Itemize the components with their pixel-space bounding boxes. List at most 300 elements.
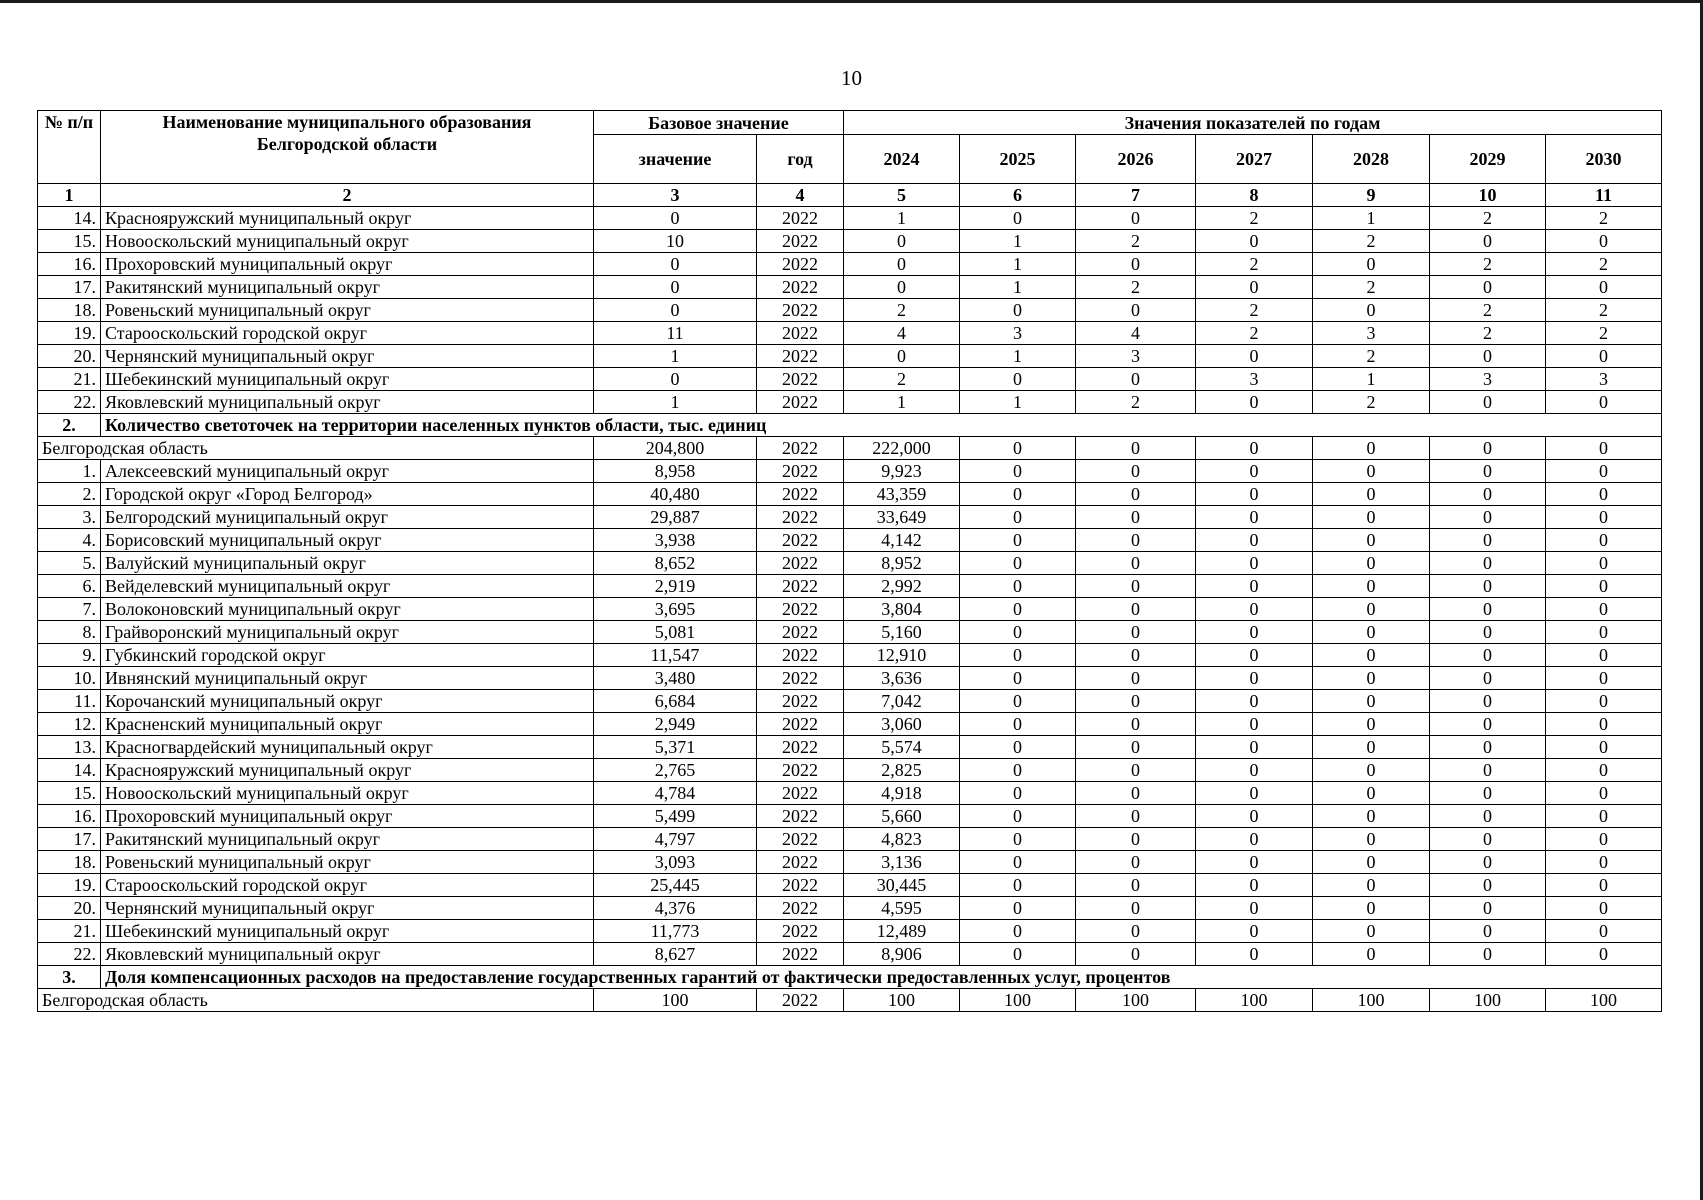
value-cell: 0 <box>1546 782 1662 805</box>
value-cell: 100 <box>1430 989 1546 1012</box>
municipality-name: Прохоровский муниципальный округ <box>101 253 594 276</box>
value-cell: 0 <box>1313 920 1430 943</box>
value-cell: 0 <box>960 874 1076 897</box>
value-cell: 0 <box>1313 782 1430 805</box>
value-cell: 3 <box>1196 368 1313 391</box>
value-cell: 4,142 <box>844 529 960 552</box>
value-cell: 0 <box>1430 506 1546 529</box>
value-cell: 0 <box>1546 851 1662 874</box>
value-cell: 0 <box>1196 805 1313 828</box>
value-cell: 0 <box>960 483 1076 506</box>
value-cell: 0 <box>1196 529 1313 552</box>
value-cell: 0 <box>1196 874 1313 897</box>
value-cell: 0 <box>1546 943 1662 966</box>
table-row <box>38 391 1662 414</box>
value-cell: 0 <box>1313 667 1430 690</box>
value-cell: 0 <box>960 644 1076 667</box>
value-cell: 4,918 <box>844 782 960 805</box>
value-cell: 2022 <box>757 874 844 897</box>
value-cell: 0 <box>1430 644 1546 667</box>
municipality-name: Новооскольский муниципальный округ <box>101 782 594 805</box>
value-cell: 0 <box>1430 828 1546 851</box>
table-row <box>38 529 1662 552</box>
value-cell: 1 <box>960 345 1076 368</box>
value-cell: 2022 <box>757 368 844 391</box>
value-cell: 0 <box>1196 920 1313 943</box>
value-cell: 11,547 <box>594 644 757 667</box>
row-number: 7. <box>38 598 101 621</box>
header-year-2027: 2027 <box>1196 135 1313 184</box>
value-cell: 0 <box>1196 782 1313 805</box>
value-cell: 2,825 <box>844 759 960 782</box>
table-row <box>38 322 1662 345</box>
row-number: 2. <box>38 483 101 506</box>
value-cell: 4,797 <box>594 828 757 851</box>
value-cell: 0 <box>1196 851 1313 874</box>
value-cell: 0 <box>1546 529 1662 552</box>
value-cell: 2022 <box>757 759 844 782</box>
value-cell: 2022 <box>757 920 844 943</box>
column-number: 10 <box>1430 184 1546 207</box>
value-cell: 0 <box>1546 805 1662 828</box>
value-cell: 0 <box>1546 897 1662 920</box>
value-cell: 0 <box>1076 897 1196 920</box>
value-cell: 0 <box>1196 897 1313 920</box>
value-cell: 0 <box>1196 598 1313 621</box>
value-cell: 0 <box>1546 736 1662 759</box>
value-cell: 2022 <box>757 207 844 230</box>
value-cell: 0 <box>1076 299 1196 322</box>
value-cell: 0 <box>844 230 960 253</box>
municipality-name: Чернянский муниципальный округ <box>101 897 594 920</box>
section-number: 2. <box>38 414 101 437</box>
value-cell: 2022 <box>757 391 844 414</box>
value-cell: 0 <box>1430 230 1546 253</box>
value-cell: 2 <box>1196 299 1313 322</box>
header-num: № п/п <box>38 111 101 184</box>
value-cell: 8,627 <box>594 943 757 966</box>
value-cell: 100 <box>594 989 757 1012</box>
row-number: 18. <box>38 851 101 874</box>
value-cell: 2022 <box>757 276 844 299</box>
municipality-name: Ровеньский муниципальный округ <box>101 851 594 874</box>
value-cell: 0 <box>594 299 757 322</box>
value-cell: 8,952 <box>844 552 960 575</box>
value-cell: 0 <box>1430 713 1546 736</box>
value-cell: 0 <box>1076 851 1196 874</box>
value-cell: 0 <box>1430 460 1546 483</box>
value-cell: 0 <box>1076 253 1196 276</box>
value-cell: 0 <box>1546 621 1662 644</box>
value-cell: 0 <box>1076 690 1196 713</box>
municipality-name: Старооскольский городской округ <box>101 322 594 345</box>
value-cell: 0 <box>1430 943 1546 966</box>
header-year-2030: 2030 <box>1546 135 1662 184</box>
value-cell: 0 <box>1313 644 1430 667</box>
value-cell: 0 <box>1196 552 1313 575</box>
value-cell: 0 <box>1076 736 1196 759</box>
value-cell: 2022 <box>757 667 844 690</box>
column-number: 8 <box>1196 184 1313 207</box>
value-cell: 2 <box>1076 391 1196 414</box>
value-cell: 0 <box>1546 345 1662 368</box>
value-cell: 0 <box>1313 713 1430 736</box>
value-cell: 0 <box>1430 897 1546 920</box>
value-cell: 3,093 <box>594 851 757 874</box>
value-cell: 2 <box>1430 207 1546 230</box>
value-cell: 11 <box>594 322 757 345</box>
value-cell: 0 <box>1430 529 1546 552</box>
municipality-name: Волоконовский муниципальный округ <box>101 598 594 621</box>
value-cell: 2 <box>1546 299 1662 322</box>
municipality-name: Краснояружский муниципальный округ <box>101 207 594 230</box>
table-row <box>38 828 1662 851</box>
value-cell: 2 <box>1196 253 1313 276</box>
header-base-value: значение <box>594 135 757 184</box>
value-cell: 0 <box>1076 529 1196 552</box>
value-cell: 5,660 <box>844 805 960 828</box>
municipality-name: Ивнянский муниципальный округ <box>101 667 594 690</box>
value-cell: 0 <box>1430 874 1546 897</box>
table-row <box>38 253 1662 276</box>
value-cell: 0 <box>1313 483 1430 506</box>
value-cell: 2 <box>1430 299 1546 322</box>
value-cell: 33,649 <box>844 506 960 529</box>
table-row <box>38 713 1662 736</box>
value-cell: 4,376 <box>594 897 757 920</box>
value-cell: 0 <box>1076 644 1196 667</box>
table-row <box>38 874 1662 897</box>
value-cell: 0 <box>1196 759 1313 782</box>
value-cell: 100 <box>1546 989 1662 1012</box>
value-cell: 100 <box>1076 989 1196 1012</box>
row-number: 1. <box>38 460 101 483</box>
table-row <box>38 460 1662 483</box>
table-row <box>38 598 1662 621</box>
value-cell: 0 <box>1076 667 1196 690</box>
value-cell: 8,652 <box>594 552 757 575</box>
value-cell: 0 <box>1076 874 1196 897</box>
value-cell: 0 <box>1546 920 1662 943</box>
value-cell: 0 <box>1313 552 1430 575</box>
header-year-2024: 2024 <box>844 135 960 184</box>
table-row <box>38 276 1662 299</box>
value-cell: 0 <box>1313 805 1430 828</box>
value-cell: 3 <box>1313 322 1430 345</box>
value-cell: 0 <box>1076 460 1196 483</box>
value-cell: 0 <box>960 575 1076 598</box>
value-cell: 2 <box>1313 276 1430 299</box>
municipality-name: Шебекинский муниципальный округ <box>101 920 594 943</box>
value-cell: 4,823 <box>844 828 960 851</box>
row-number: 21. <box>38 920 101 943</box>
value-cell: 0 <box>960 805 1076 828</box>
value-cell: 0 <box>1076 943 1196 966</box>
value-cell: 2022 <box>757 621 844 644</box>
value-cell: 7,042 <box>844 690 960 713</box>
value-cell: 0 <box>1076 552 1196 575</box>
value-cell: 2022 <box>757 552 844 575</box>
row-number: 17. <box>38 828 101 851</box>
column-number: 9 <box>1313 184 1430 207</box>
value-cell: 5,499 <box>594 805 757 828</box>
value-cell: 3,060 <box>844 713 960 736</box>
value-cell: 0 <box>1546 690 1662 713</box>
page-number: 10 <box>841 66 862 90</box>
row-number: 19. <box>38 322 101 345</box>
value-cell: 2022 <box>757 782 844 805</box>
value-cell: 0 <box>844 253 960 276</box>
row-number: 15. <box>38 782 101 805</box>
value-cell: 2022 <box>757 805 844 828</box>
value-cell: 9,923 <box>844 460 960 483</box>
value-cell: 0 <box>1313 253 1430 276</box>
value-cell: 2022 <box>757 690 844 713</box>
value-cell: 0 <box>1313 575 1430 598</box>
value-cell: 3,938 <box>594 529 757 552</box>
value-cell: 0 <box>1196 828 1313 851</box>
value-cell: 2022 <box>757 851 844 874</box>
value-cell: 1 <box>960 276 1076 299</box>
value-cell: 0 <box>1196 667 1313 690</box>
value-cell: 0 <box>1430 483 1546 506</box>
municipality-name: Красногвардейский муниципальный округ <box>101 736 594 759</box>
value-cell: 0 <box>1546 483 1662 506</box>
row-number: 11. <box>38 690 101 713</box>
value-cell: 2022 <box>757 483 844 506</box>
value-cell: 0 <box>1430 667 1546 690</box>
row-number: 22. <box>38 943 101 966</box>
value-cell: 2,949 <box>594 713 757 736</box>
value-cell: 0 <box>960 621 1076 644</box>
value-cell: 0 <box>1196 736 1313 759</box>
value-cell: 2 <box>1196 207 1313 230</box>
value-cell: 3 <box>1430 368 1546 391</box>
value-cell: 2022 <box>757 943 844 966</box>
row-number: 20. <box>38 897 101 920</box>
value-cell: 0 <box>960 782 1076 805</box>
section-number: 3. <box>38 966 101 989</box>
value-cell: 3,480 <box>594 667 757 690</box>
value-cell: 0 <box>1076 368 1196 391</box>
value-cell: 40,480 <box>594 483 757 506</box>
column-number: 1 <box>38 184 101 207</box>
column-number: 3 <box>594 184 757 207</box>
municipality-name: Грайворонский муниципальный округ <box>101 621 594 644</box>
row-number: 17. <box>38 276 101 299</box>
value-cell: 2022 <box>757 322 844 345</box>
table-header <box>38 111 1662 207</box>
table-row <box>38 690 1662 713</box>
value-cell: 100 <box>1313 989 1430 1012</box>
value-cell: 2,919 <box>594 575 757 598</box>
municipality-name: Ракитянский муниципальный округ <box>101 276 594 299</box>
value-cell: 0 <box>1313 736 1430 759</box>
row-number: 20. <box>38 345 101 368</box>
column-number: 5 <box>844 184 960 207</box>
row-number: 12. <box>38 713 101 736</box>
table-row <box>38 782 1662 805</box>
municipality-name: Ракитянский муниципальный округ <box>101 828 594 851</box>
value-cell: 0 <box>1546 460 1662 483</box>
header-year-2029: 2029 <box>1430 135 1546 184</box>
row-number: 9. <box>38 644 101 667</box>
value-cell: 0 <box>960 690 1076 713</box>
table-row <box>38 207 1662 230</box>
value-cell: 0 <box>1076 759 1196 782</box>
value-cell: 0 <box>1076 575 1196 598</box>
header-base-group: Базовое значение <box>594 111 844 135</box>
table-row <box>38 299 1662 322</box>
value-cell: 0 <box>1313 598 1430 621</box>
section-title: Количество светоточек на территории населенных пунктов области, тыс. единиц <box>101 414 1662 437</box>
value-cell: 100 <box>960 989 1076 1012</box>
value-cell: 0 <box>1313 529 1430 552</box>
table-row <box>38 575 1662 598</box>
value-cell: 6,684 <box>594 690 757 713</box>
value-cell: 2022 <box>757 989 844 1012</box>
table-row <box>38 621 1662 644</box>
value-cell: 2022 <box>757 644 844 667</box>
value-cell: 0 <box>1313 506 1430 529</box>
header-base-year: год <box>757 135 844 184</box>
value-cell: 0 <box>960 460 1076 483</box>
value-cell: 0 <box>960 759 1076 782</box>
value-cell: 2 <box>1076 230 1196 253</box>
value-cell: 0 <box>1546 644 1662 667</box>
value-cell: 2022 <box>757 736 844 759</box>
value-cell: 0 <box>1546 230 1662 253</box>
value-cell: 0 <box>1313 828 1430 851</box>
column-number: 7 <box>1076 184 1196 207</box>
value-cell: 0 <box>1196 460 1313 483</box>
value-cell: 12,910 <box>844 644 960 667</box>
value-cell: 0 <box>1430 782 1546 805</box>
row-number: 21. <box>38 368 101 391</box>
indicators-table <box>37 110 1662 1012</box>
value-cell: 0 <box>1546 437 1662 460</box>
value-cell: 0 <box>1546 598 1662 621</box>
value-cell: 1 <box>960 391 1076 414</box>
municipality-name: Яковлевский муниципальный округ <box>101 391 594 414</box>
value-cell: 0 <box>960 437 1076 460</box>
value-cell: 0 <box>960 828 1076 851</box>
value-cell: 2 <box>1546 253 1662 276</box>
row-number: 15. <box>38 230 101 253</box>
value-cell: 5,574 <box>844 736 960 759</box>
value-cell: 0 <box>1076 598 1196 621</box>
value-cell: 0 <box>1076 828 1196 851</box>
section-title: Доля компенсационных расходов на предоставление государственных гарантий от фактически предоставленных услуг, процентов <box>101 966 1662 989</box>
value-cell: 0 <box>1196 506 1313 529</box>
value-cell: 0 <box>1430 598 1546 621</box>
table-body <box>38 207 1662 1012</box>
municipality-name: Белгородский муниципальный округ <box>101 506 594 529</box>
value-cell: 0 <box>1430 805 1546 828</box>
row-number: 14. <box>38 759 101 782</box>
value-cell: 0 <box>1076 805 1196 828</box>
value-cell: 12,489 <box>844 920 960 943</box>
row-number: 5. <box>38 552 101 575</box>
value-cell: 1 <box>594 391 757 414</box>
value-cell: 2022 <box>757 575 844 598</box>
value-cell: 2 <box>844 299 960 322</box>
value-cell: 2,992 <box>844 575 960 598</box>
value-cell: 1 <box>594 345 757 368</box>
value-cell: 0 <box>1430 851 1546 874</box>
table-row <box>38 897 1662 920</box>
value-cell: 0 <box>960 552 1076 575</box>
value-cell: 0 <box>960 506 1076 529</box>
value-cell: 3 <box>1546 368 1662 391</box>
value-cell: 0 <box>960 713 1076 736</box>
table-row <box>38 506 1662 529</box>
value-cell: 0 <box>1546 667 1662 690</box>
section-row <box>38 966 1662 989</box>
value-cell: 0 <box>1313 874 1430 897</box>
value-cell: 0 <box>1430 575 1546 598</box>
value-cell: 2 <box>1313 391 1430 414</box>
table-row <box>38 644 1662 667</box>
municipality-name: Шебекинский муниципальный округ <box>101 368 594 391</box>
value-cell: 2 <box>844 368 960 391</box>
row-number: 8. <box>38 621 101 644</box>
value-cell: 3,804 <box>844 598 960 621</box>
page-edge-top <box>0 0 1703 3</box>
value-cell: 5,081 <box>594 621 757 644</box>
value-cell: 0 <box>1313 943 1430 966</box>
value-cell: 2 <box>1546 322 1662 345</box>
value-cell: 0 <box>960 920 1076 943</box>
value-cell: 0 <box>594 368 757 391</box>
value-cell: 3,136 <box>844 851 960 874</box>
value-cell: 2 <box>1430 322 1546 345</box>
row-number: 19. <box>38 874 101 897</box>
value-cell: 204,800 <box>594 437 757 460</box>
row-number: 10. <box>38 667 101 690</box>
value-cell: 0 <box>960 667 1076 690</box>
column-number: 2 <box>101 184 594 207</box>
value-cell: 0 <box>1546 552 1662 575</box>
municipality-name: Губкинский городской округ <box>101 644 594 667</box>
table-row <box>38 230 1662 253</box>
value-cell: 0 <box>1313 759 1430 782</box>
value-cell: 0 <box>1076 713 1196 736</box>
value-cell: 0 <box>1430 759 1546 782</box>
value-cell: 0 <box>1196 713 1313 736</box>
municipality-name: Новооскольский муниципальный округ <box>101 230 594 253</box>
municipality-name: Старооскольский городской округ <box>101 874 594 897</box>
row-number: 22. <box>38 391 101 414</box>
value-cell: 30,445 <box>844 874 960 897</box>
value-cell: 0 <box>844 345 960 368</box>
row-number: 13. <box>38 736 101 759</box>
value-cell: 2 <box>1546 207 1662 230</box>
municipality-name: Прохоровский муниципальный округ <box>101 805 594 828</box>
value-cell: 3,636 <box>844 667 960 690</box>
value-cell: 2022 <box>757 437 844 460</box>
municipality-name: Чернянский муниципальный округ <box>101 345 594 368</box>
value-cell: 0 <box>1313 851 1430 874</box>
column-number: 4 <box>757 184 844 207</box>
value-cell: 0 <box>1546 874 1662 897</box>
value-cell: 0 <box>960 598 1076 621</box>
value-cell: 0 <box>1430 690 1546 713</box>
value-cell: 0 <box>1196 621 1313 644</box>
table-row <box>38 483 1662 506</box>
value-cell: 2 <box>1313 230 1430 253</box>
value-cell: 0 <box>960 299 1076 322</box>
